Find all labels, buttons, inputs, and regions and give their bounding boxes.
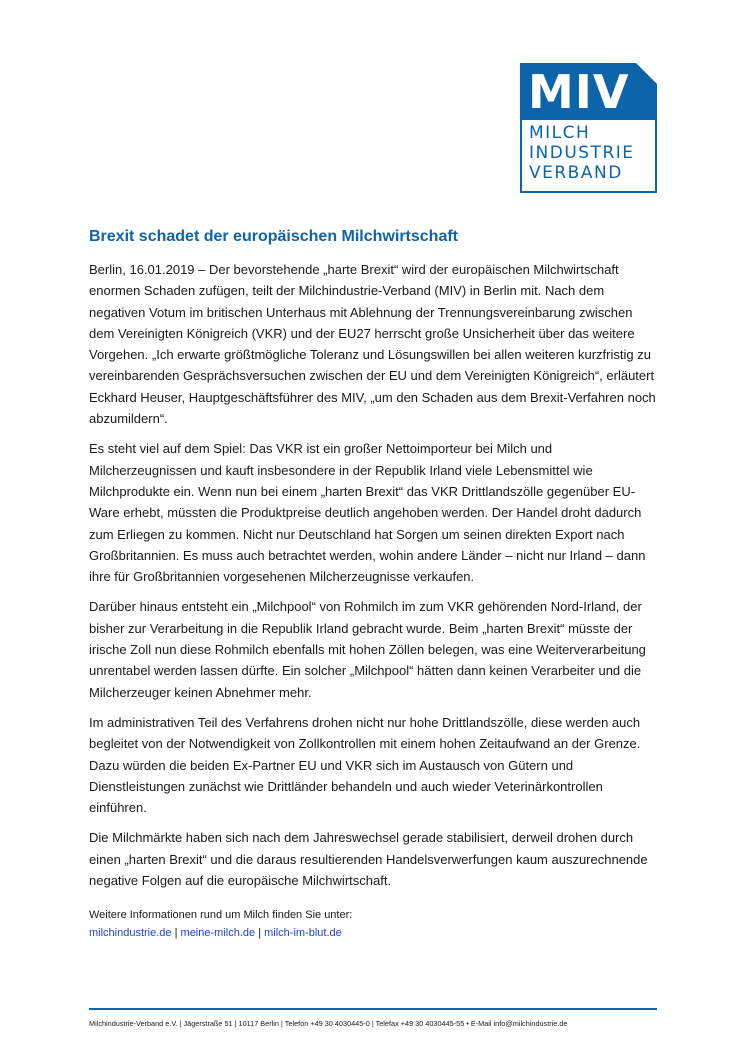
footer-contact: Milchindustrie-Verband e.V. | Jägerstraße 51 | 10117 Berlin | Telefon +49 30 4030445-0 | Telefax +49 30 4030445-55 • E-Mail info@milchindustrie.de — [89, 1019, 568, 1028]
info-block — [89, 906, 352, 942]
headline: Brexit schadet der europäischen Milchwirtschaft — [89, 228, 458, 245]
link-milchindustrie[interactable]: milchindustrie.de — [89, 927, 172, 939]
link-milch-im-blut[interactable]: milch-im-blut.de — [264, 927, 342, 939]
paragraph: Darüber hinaus entsteht ein „Milchpool“ von Rohmilch im zum VKR gehörenden Nord-Irland, der bisher zur Verarbeitung in die Republik Irland gebracht wurde. Beim „harten Brexit“ müsste der irische Zoll nun diese Rohmilch ebenfalls mit hohen Zöllen belegen, was eine Weiterverarbeitung unrentabel werden lassen dürfte. Ein solcher „Milchpool“ hätten dann keinen Verarbeiter und die Milcherzeuger keinen Abnehmer mehr. — [89, 599, 646, 700]
info-links — [89, 924, 352, 942]
article-body — [89, 259, 659, 900]
link-separator: | — [174, 927, 178, 939]
link-meine-milch[interactable]: meine-milch.de — [180, 927, 256, 939]
logo-words — [529, 123, 635, 183]
info-lead: Weitere Informationen rund um Milch finden Sie unter: — [89, 909, 353, 921]
paragraph: Berlin, 16.01.2019 – Der bevorstehende „harte Brexit“ wird der europäischen Milchwirtschaft enormen Schaden zufügen, teilt der Milchindustrie-Verband (MIV) in Berlin mit. Nach dem negativen Votum im britischen Unterhaus mit Ablehnung der Trennungsvereinbarung zwischen dem Vereinigten Königreich (VKR) und der EU27 herrscht große Unsicherheit über das weitere Vorgehen. „Ich erwarte größtmögliche Toleranz und Lösungswillen bei allen weiteren kurzfristig zu vereinbarenden Gesprächsversuchen zwischen der EU und dem Vereinigten Königreich“, erläutert Eckhard Heuser, Hauptgeschäftsführer des MIV, „um den Schaden aus dem Brexit-Verfahren noch abzumildern“. — [89, 262, 656, 427]
logo-word: VERBAND — [529, 163, 623, 183]
paragraph: Es steht viel auf dem Spiel: Das VKR ist ein großer Nettoimporteur bei Milch und Milcherzeugnissen und kauft insbesondere in der Republik Irland viele Lebensmittel wie Milchprodukte ein. Wenn nun bei einem „harten Brexit“ das VKR Drittlandszölle gegenüber EU-Ware erhebt, müssten die Produktpreise deutlich angehoben werden. Der Handel droht dadurch zum Erliegen zu kommen. Nicht nur Deutschland hat Sorgen um seinen direkten Export nach Großbritannien. Es muss auch betrachtet werden, wohin andere Länder – nicht nur Irland – dann ihre für Großbritannien vorgesehenen Milcherzeugnisse verkaufen. — [89, 441, 646, 585]
miv-logo — [520, 63, 657, 195]
logo-word: INDUSTRIE — [529, 143, 635, 163]
paragraph: Die Milchmärkte haben sich nach dem Jahreswechsel gerade stabilisiert, derweil drohen durch einen „harten Brexit“ und die daraus resultierenden Handelsverwerfungen kaum auszurechnende negative Folgen auf die europäische Milchwirtschaft. — [89, 830, 648, 889]
logo-word: MILCH — [529, 123, 591, 143]
logo-mark-text: MIV — [528, 65, 630, 119]
link-separator: | — [258, 927, 262, 939]
footer-divider — [89, 1008, 657, 1010]
paragraph: Im administrativen Teil des Verfahrens drohen nicht nur hohe Drittlandszölle, diese werden auch begleitet von der Notwendigkeit von Zollkontrollen mit einem hohen Zeitaufwand an der Grenze. Dazu würden die beiden Ex-Partner EU und VKR sich im Austausch von Gütern und Dienstleistungen zunächst wie Drittländer behandeln und auch wieder Veterinärkontrollen einführen. — [89, 714, 641, 816]
